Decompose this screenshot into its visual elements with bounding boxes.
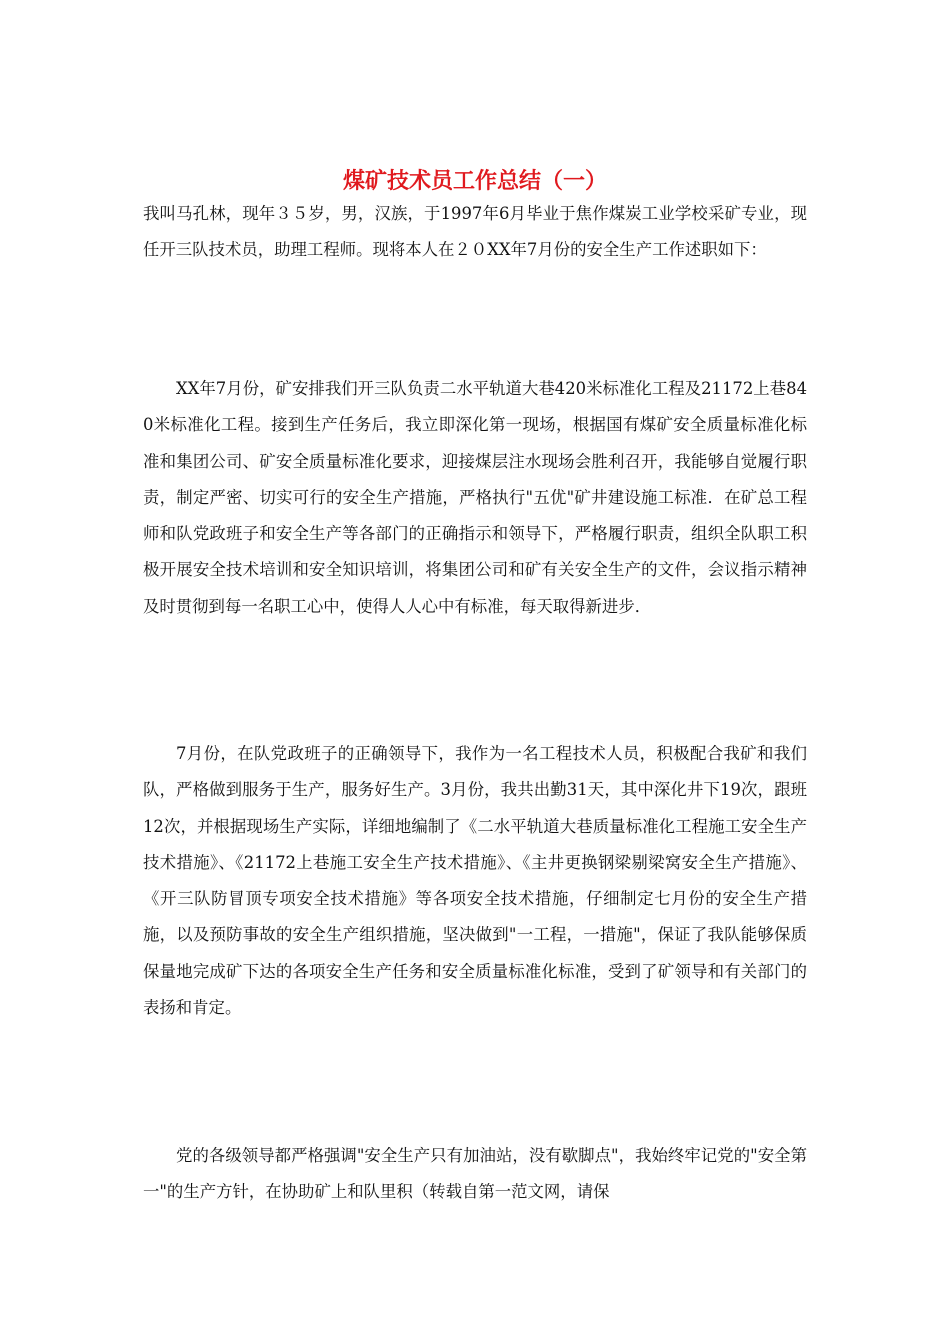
paragraph-july-work: 7月份，在队党政班子的正确领导下，我作为一名工程技术人员，积极配合我矿和我们队，严格做到服务于生产，服务好生产。3月份，我共出勤31天，其中深化井下19次，跟班12次，并根据现场生产实际，详细地编制了《二水平轨道大巷质量标准化工程施工安全生产技术措施》、《21172上巷施工安全生产技术措施》、《主井更换钢梁剔梁窝安全生产措施》、《开三队防冒顶专项安全技术措施》等各项安全技术措施，仔细制定七月份的安全生产措施，以及预防事故的安全生产组织措施，坚决做到"一工程，一措施"，保证了我队能够保质保量地完成矿下达的各项安全生产任务和安全质量标准化标准，受到了矿领导和有关部门的表扬和肯定。 [143, 744, 807, 1018]
paragraph-july-assignment: XX年7月份，矿安排我们开三队负责二水平轨道大巷420米标准化工程及21172上巷840米标准化工程。接到生产任务后，我立即深化第一现场，根据国有煤矿安全质量标准化标准和集团公司、矿安全质量标准化要求，迎接煤层注水现场会胜利召开，我能够自觉履行职责，制定严密、切实可行的安全生产措施，严格执行"五优"矿井建设施工标准．在矿总工程师和队党政班子和安全生产等各部门的正确指示和领导下，严格履行职责，组织全队职工积极开展安全技术培训和安全知识培训，将集团公司和矿有关安全生产的文件，会议指示精神及时贯彻到每一名职工心中，使得人人心中有标准，每天取得新进步． [143, 379, 807, 616]
paragraph-intro: 我叫马孔林，现年３５岁，男，汉族，于1997年6月毕业于焦作煤炭工业学校采矿专业，现任开三队技术员，助理工程师。现将本人在２０XX年7月份的安全生产工作述职如下： [143, 204, 807, 260]
paragraph-safety-policy: 党的各级领导都严格强调"安全生产只有加油站，没有歇脚点"，我始终牢记党的"安全第一"的生产方针，在协助矿上和队里积（转载自第一范文网，请保 [143, 1146, 807, 1202]
document-title: 煤矿技术员工作总结（一） [342, 168, 607, 194]
